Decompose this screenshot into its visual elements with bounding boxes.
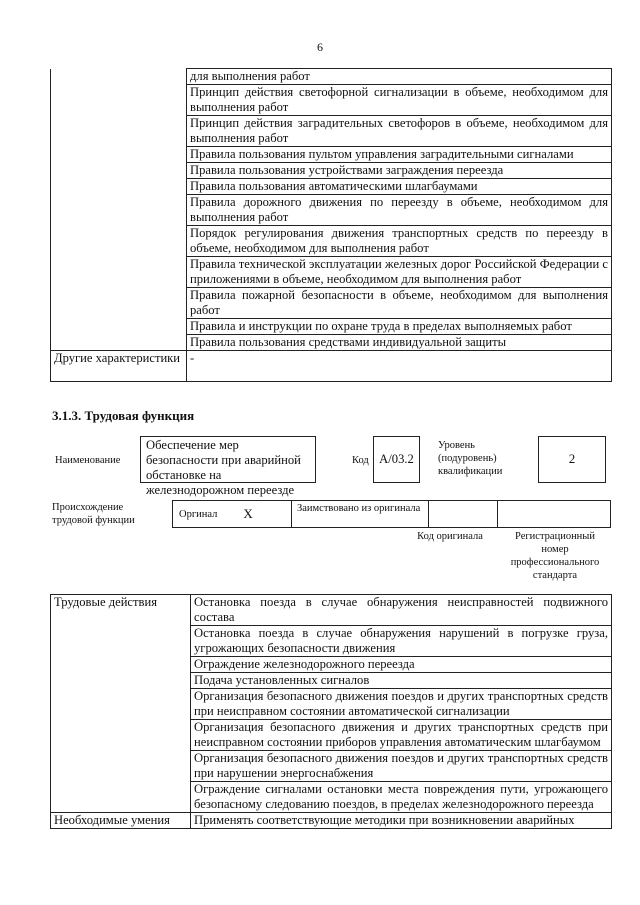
level-label: Уровень (подуровень) квалификации [438, 440, 503, 477]
other-value: - [187, 351, 612, 382]
knowledge-item: Правила пожарной безопасности в объеме, необходимом для выполнения работ [187, 288, 612, 319]
knowledge-item: для выполнения работ [187, 69, 612, 85]
original-label: Оргинал [179, 508, 218, 520]
knowledge-item: Принцип действия светофорной сигнализации в объеме, необходимом для выполнения работ [187, 85, 612, 116]
knowledge-item: Правила и инструкции по охране труда в пределах выполняемых работ [187, 319, 612, 335]
code-value: А/03.2 [373, 436, 420, 483]
function-name-box: Обеспечение мер безопасности при аварийной обстановке на железнодорожном переезде [140, 436, 316, 483]
action-item: Остановка поезда в случае обнаружения неисправностей подвижного состава [191, 595, 612, 626]
category-cell [51, 69, 187, 351]
knowledge-item: Правила пользования устройствами заграждения переезда [187, 163, 612, 179]
actions-table [50, 594, 612, 829]
original-code-caption: Код оригинала [417, 531, 483, 542]
borrowed-label: Заимствовано из оригинала [292, 501, 429, 527]
action-item: Ограждение железнодорожного переезда [191, 657, 612, 673]
action-item: Остановка поезда в случае обнаружения нарушений в погрузке груза, угрожающих безопасности движения [191, 626, 612, 657]
origin-table [172, 500, 611, 528]
knowledge-table [50, 68, 612, 382]
knowledge-item: Правила дорожного движения по переезду в объеме, необходимом для выполнения работ [187, 195, 612, 226]
knowledge-item: Принцип действия заградительных светофоров в объеме, необходимом для выполнения работ [187, 116, 612, 147]
level-value: 2 [538, 436, 606, 483]
action-item: Подача установленных сигналов [191, 673, 612, 689]
reg-number-cell [498, 501, 610, 527]
table-row [51, 813, 612, 829]
table-row [51, 595, 612, 626]
knowledge-item: Правила пользования средствами индивидуальной защиты [187, 335, 612, 351]
skills-label: Необходимые умения [51, 813, 191, 829]
original-mark: X [243, 506, 253, 521]
knowledge-item: Правила пользования автоматическими шлагбаумами [187, 179, 612, 195]
original-cell [173, 501, 292, 527]
other-label: Другие характеристики [51, 351, 187, 382]
knowledge-item: Правила технической эксплуатации железных дорог Российской Федерации с приложениями в объеме, необходимом для выполнения работ [187, 257, 612, 288]
table-row [51, 69, 612, 85]
knowledge-item: Порядок регулирования движения транспортных средств по переезду в объеме, необходимом для выполнения работ [187, 226, 612, 257]
code-label: Код [352, 455, 369, 466]
reg-number-caption: Регистрационный номер профессионального стандарта [510, 531, 600, 581]
skill-item: Применять соответствующие методики при возникновении аварийных [191, 813, 612, 829]
origin-label: Происхождение трудовой функции [52, 502, 135, 526]
action-item: Организация безопасного движения и других транспортных средств при неисправном состоянии приборов управления автоматическим шлагбаумом [191, 720, 612, 751]
knowledge-item: Правила пользования пультом управления заградительными сигналами [187, 147, 612, 163]
actions-label: Трудовые действия [51, 595, 191, 813]
action-item: Организация безопасного движения поездов и других транспортных средств при нарушении энергоснабжения [191, 751, 612, 782]
page-number: 6 [317, 40, 323, 54]
action-item: Ограждение сигналами остановки места повреждения пути, угрожающего безопасному следованию поездов, в пределах железнодорожного переезда [191, 782, 612, 813]
name-label: Наименование [55, 455, 121, 466]
original-code-cell [429, 501, 498, 527]
table-row [51, 351, 612, 382]
action-item: Организация безопасного движения поездов и других транспортных средств при неисправном состоянии автоматической сигнализации [191, 689, 612, 720]
section-title: 3.1.3. Трудовая функция [52, 408, 195, 423]
